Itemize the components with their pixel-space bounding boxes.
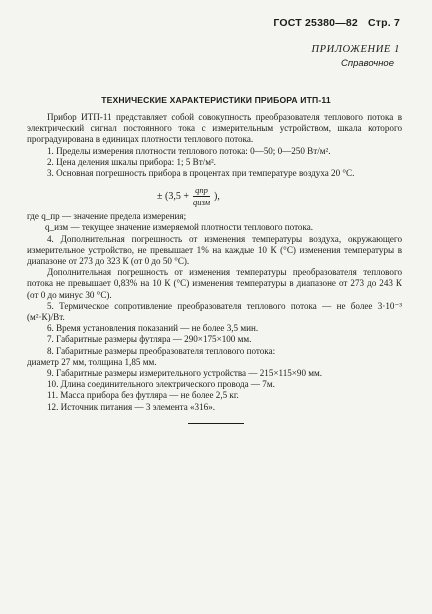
page-number: Стр. 7 <box>367 17 400 29</box>
item-10: 10. Длина соединительного электрического провода — 7м. <box>47 379 275 390</box>
end-rule <box>188 423 244 424</box>
item-4: 4. Дополнительная погрешность от изменения температуры воздуха, окружающего измерительное устройство, не превышает 1% на каждые 10 К (°С) изменения температуры в диапазоне от 273 до 323 К (от 0 до 50 °С). <box>27 233 402 267</box>
formula-prefix: ± (3,5 + <box>157 191 189 203</box>
intro-paragraph: Прибор ИТП-11 представляет собой совокупность преобразователя теплового потока в электрический сигнал постоянного тока с измерительным устройством, шкала которого проградуирована в единицах плотности теплового потока. <box>27 112 402 145</box>
formula-fraction <box>191 185 212 208</box>
section-title: ТЕХНИЧЕСКИЕ ХАРАКТЕРИСТИКИ ПРИБОРА ИТП-11 <box>101 95 331 105</box>
error-formula <box>27 183 402 210</box>
item-6: 6. Время установления показаний — не более 3,5 мин. <box>47 323 259 334</box>
appendix-label <box>311 43 400 71</box>
item-8: 8. Габаритные размеры преобразователя теплового потока: <box>47 345 276 356</box>
item-11: 11. Масса прибора без футляра — не более 2,5 кг. <box>47 390 239 401</box>
item-2: 2. Цена деления шкалы прибора: 1; 5 Вт/м². <box>47 156 216 167</box>
item-9: 9. Габаритные размеры измерительного устройства — 215×115×90 мм. <box>47 368 323 379</box>
item-4-continued: Дополнительная погрешность от изменения температуры преобразователя теплового потока не превышает 0,83% на 10 К (°С) изменения температуры в диапазоне от 273 до 243 К (от 0 до минус 30 °С). <box>27 267 402 300</box>
formula-denominator: qизм <box>192 197 210 208</box>
standard-number: ГОСТ 25380—82 <box>273 17 358 29</box>
where-line-2: q_изм — текущее значение измеряемой плотности теплового потока. <box>45 222 314 233</box>
appendix-subtitle: Справочное <box>341 58 394 69</box>
item-12: 12. Источник питания — 3 элемента «316». <box>47 401 216 412</box>
where-line-1: где q_пр — значение предела измерения; <box>27 211 187 222</box>
item-1: 1. Пределы измерения плотности теплового потока: 0—50; 0—250 Вт/м². <box>47 145 331 156</box>
item-8-continued: диаметр 27 мм, толщина 1,85 мм. <box>27 356 157 367</box>
document-body <box>27 112 402 413</box>
item-5: 5. Термическое сопротивление преобразователя теплового потока — не более 3·10⁻³ (м²·К)/Вт. <box>27 300 402 323</box>
page-header <box>273 17 400 29</box>
item-7: 7. Габаритные размеры футляра — 290×175×100 мм. <box>47 334 252 345</box>
formula-suffix: ), <box>214 191 220 203</box>
formula-numerator: qпр <box>195 185 208 196</box>
item-3: 3. Основная погрешность прибора в процентах при температуре воздуха 20 °С. <box>47 168 355 179</box>
appendix-title: ПРИЛОЖЕНИЕ 1 <box>311 44 400 55</box>
